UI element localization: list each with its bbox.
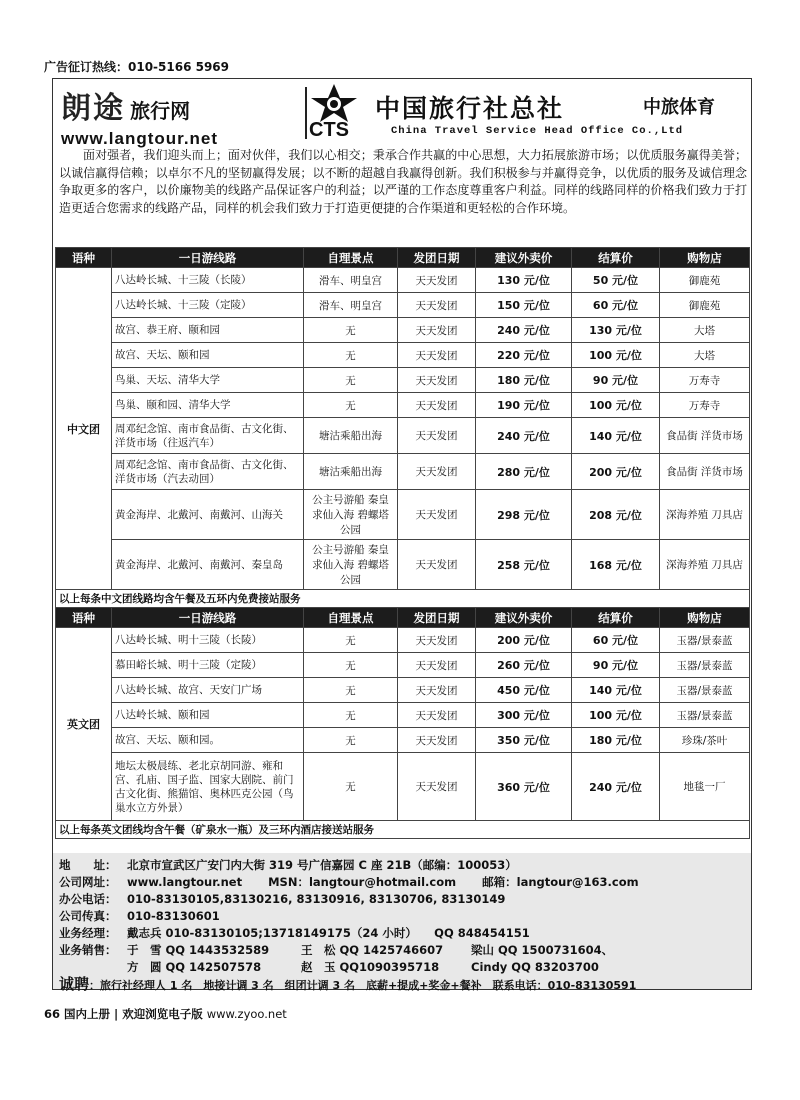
date-cell: 天天发团 bbox=[398, 753, 476, 821]
sales-label: 业务销售： bbox=[59, 943, 117, 957]
header-route: 一日游线路 bbox=[112, 248, 304, 268]
route-cell: 八达岭长城、十三陵（长陵） bbox=[112, 268, 304, 293]
route-cell: 鸟巢、天坛、清华大学 bbox=[112, 368, 304, 393]
date-cell: 天天发团 bbox=[398, 653, 476, 678]
settle-price-cell: 90 元/位 bbox=[572, 653, 660, 678]
sales-contact: 梁山 QQ 1500731604、 bbox=[471, 943, 614, 957]
header-date: 发团日期 bbox=[398, 608, 476, 628]
extra-cell: 无 bbox=[304, 653, 398, 678]
settle-price-cell: 140 元/位 bbox=[572, 678, 660, 703]
settle-price-cell: 60 元/位 bbox=[572, 293, 660, 318]
shop-cell: 玉器/景泰蓝 bbox=[660, 703, 750, 728]
header-extra: 自理景点 bbox=[304, 248, 398, 268]
header-shop: 购物店 bbox=[660, 608, 750, 628]
route-cell: 八达岭长城、颐和园 bbox=[112, 703, 304, 728]
table-row bbox=[56, 628, 750, 653]
sales-contact: Cindy QQ 83203700 bbox=[471, 960, 599, 974]
phone-line bbox=[59, 891, 745, 908]
ad-frame bbox=[52, 78, 752, 993]
retail-price-cell: 150 元/位 bbox=[476, 293, 572, 318]
retail-price-cell: 180 元/位 bbox=[476, 368, 572, 393]
chinese-note: 以上每条中文团线路均含午餐及五环内免费接站服务 bbox=[56, 590, 750, 608]
settle-price-cell: 240 元/位 bbox=[572, 753, 660, 821]
header-route: 一日游线路 bbox=[112, 608, 304, 628]
recruit-text: ：旅行社经理人 1 名 地接计调 3 名 组团计调 3 名 底薪+提成+奖金+餐补 联系电话：010-83130591 bbox=[89, 979, 637, 992]
shop-cell: 深海养殖 刀具店 bbox=[660, 490, 750, 540]
route-cell: 周邓纪念馆、南市食品街、古文化街、洋货市场（汽去动回） bbox=[112, 454, 304, 490]
settle-price-cell: 168 元/位 bbox=[572, 540, 660, 590]
sales-line-2 bbox=[59, 959, 745, 976]
intro-paragraph: 面对强者，我们迎头而上；面对伙伴，我们以心相交；秉承合作共赢的中心思想，大力拓展旅游市场；以优质服务赢得美誉；以诚信赢得信赖；以卓尔不凡的坚韧赢得发展；以不断的超越自我赢得创新。我们积极参与并赢得竞争，以优质的服务及诚信理念争取更多的客户，以价廉物美的线路产品保证客户的利益；以严谨的工作态度尊重客户利益。同样的线路同样的价格我们致力于打造更适合您需求的线路产品，同样的机会我们致力于打造更便捷的合作渠道和更轻松的合作环境。 bbox=[59, 148, 747, 215]
sales-contact: 于 雪 QQ 1443532589 bbox=[127, 943, 270, 957]
header-extra: 自理景点 bbox=[304, 608, 398, 628]
retail-price-cell: 450 元/位 bbox=[476, 678, 572, 703]
retail-price-cell: 240 元/位 bbox=[476, 318, 572, 343]
cts-chinese-name: 中国旅行社总社 bbox=[375, 94, 565, 123]
table-row bbox=[56, 728, 750, 753]
table-row bbox=[56, 678, 750, 703]
header-language: 语种 bbox=[56, 608, 112, 628]
manager-value: 戴志兵 010-83130105;13718149175（24 小时） QQ 848454151 bbox=[127, 926, 530, 940]
manager-line bbox=[59, 925, 745, 942]
header-retail: 建议外卖价 bbox=[476, 248, 572, 268]
route-cell: 故宫、恭王府、颐和园 bbox=[112, 318, 304, 343]
route-cell: 黄金海岸、北戴河、南戴河、山海关 bbox=[112, 490, 304, 540]
logo-cn-big: 朗途 bbox=[61, 91, 125, 126]
header-settle: 结算价 bbox=[572, 248, 660, 268]
settle-price-cell: 130 元/位 bbox=[572, 318, 660, 343]
route-cell: 黄金海岸、北戴河、南戴河、秦皇岛 bbox=[112, 540, 304, 590]
settle-price-cell: 200 元/位 bbox=[572, 454, 660, 490]
site-label: 公司网址： bbox=[59, 875, 117, 889]
settle-price-cell: 140 元/位 bbox=[572, 418, 660, 454]
sales-contact: 赵 玉 QQ1090395718 bbox=[301, 960, 440, 974]
table-row bbox=[56, 540, 750, 590]
extra-cell: 无 bbox=[304, 628, 398, 653]
footer-page-label: 66 国内上册 | 欢迎浏览电子版 bbox=[44, 1007, 203, 1021]
date-cell: 天天发团 bbox=[398, 268, 476, 293]
table-row bbox=[56, 368, 750, 393]
chinese-tours-table bbox=[55, 247, 750, 608]
settle-price-cell: 50 元/位 bbox=[572, 268, 660, 293]
table-row bbox=[56, 418, 750, 454]
settle-price-cell: 90 元/位 bbox=[572, 368, 660, 393]
settle-price-cell: 180 元/位 bbox=[572, 728, 660, 753]
table-row bbox=[56, 454, 750, 490]
logo-url: www.langtour.net bbox=[61, 129, 219, 148]
english-note: 以上每条英文团线均含午餐（矿泉水一瓶）及三环内酒店接送站服务 bbox=[56, 821, 750, 839]
langtour-logo bbox=[61, 83, 301, 148]
retail-price-cell: 200 元/位 bbox=[476, 628, 572, 653]
shop-cell: 玉器/景泰蓝 bbox=[660, 678, 750, 703]
shop-cell: 万寿寺 bbox=[660, 393, 750, 418]
settle-price-cell: 100 元/位 bbox=[572, 393, 660, 418]
mail-value[interactable]: langtour@163.com bbox=[516, 875, 639, 889]
table-note-row bbox=[56, 590, 750, 608]
date-cell: 天天发团 bbox=[398, 343, 476, 368]
settle-price-cell: 100 元/位 bbox=[572, 703, 660, 728]
extra-cell: 公主号游船 秦皇求仙入海 碧螺塔公园 bbox=[304, 540, 398, 590]
phone-label: 办公电话： bbox=[59, 892, 117, 906]
table-row bbox=[56, 490, 750, 540]
date-cell: 天天发团 bbox=[398, 368, 476, 393]
table-row bbox=[56, 343, 750, 368]
banner-divider bbox=[305, 87, 307, 139]
table-row bbox=[56, 753, 750, 821]
retail-price-cell: 300 元/位 bbox=[476, 703, 572, 728]
route-cell: 故宫、天坛、颐和园。 bbox=[112, 728, 304, 753]
phone-value: 010-83130105,83130216, 83130916, 83130706, 83130149 bbox=[127, 892, 506, 906]
extra-cell: 塘沽乘船出海 bbox=[304, 454, 398, 490]
shop-cell: 御鹿苑 bbox=[660, 293, 750, 318]
header-date: 发团日期 bbox=[398, 248, 476, 268]
fax-label: 公司传真： bbox=[59, 909, 117, 923]
extra-cell: 滑车、明皇宫 bbox=[304, 293, 398, 318]
date-cell: 天天发团 bbox=[398, 728, 476, 753]
retail-price-cell: 258 元/位 bbox=[476, 540, 572, 590]
header-retail: 建议外卖价 bbox=[476, 608, 572, 628]
recruit-line bbox=[59, 976, 745, 994]
retail-price-cell: 350 元/位 bbox=[476, 728, 572, 753]
extra-cell: 无 bbox=[304, 368, 398, 393]
date-cell: 天天发团 bbox=[398, 454, 476, 490]
table-row bbox=[56, 318, 750, 343]
table-row bbox=[56, 293, 750, 318]
fax-value: 010-83130601 bbox=[127, 909, 220, 923]
msn-label: MSN： bbox=[268, 875, 309, 889]
banner bbox=[53, 79, 751, 148]
route-cell: 周邓纪念馆、南市食品街、古文化街、洋货市场（往返汽车） bbox=[112, 418, 304, 454]
cts-english-name: China Travel Service Head Office Co.,Ltd bbox=[391, 125, 684, 137]
header-settle: 结算价 bbox=[572, 608, 660, 628]
address-value: 北京市宣武区广安门内大街 319 号广信嘉园 C 座 21B（邮编：100053） bbox=[127, 858, 517, 872]
shop-cell: 玉器/景泰蓝 bbox=[660, 628, 750, 653]
date-cell: 天天发团 bbox=[398, 393, 476, 418]
table-row bbox=[56, 268, 750, 293]
msn-value[interactable]: langtour@hotmail.com bbox=[308, 875, 457, 889]
retail-price-cell: 130 元/位 bbox=[476, 268, 572, 293]
shop-cell: 食品街 洋货市场 bbox=[660, 454, 750, 490]
english-tours-table bbox=[55, 607, 750, 839]
route-cell: 故宫、天坛、颐和园 bbox=[112, 343, 304, 368]
table-row bbox=[56, 653, 750, 678]
cts-sports-name: 中旅体育 bbox=[643, 97, 715, 118]
extra-cell: 无 bbox=[304, 318, 398, 343]
extra-cell: 无 bbox=[304, 753, 398, 821]
shop-cell: 珍珠/茶叶 bbox=[660, 728, 750, 753]
table-note-row bbox=[56, 821, 750, 839]
route-cell: 地坛太极晨练、老北京胡同游、雍和宫、孔庙、国子监、国家大剧院、前门古文化街、熊猫馆、奥林匹克公园（鸟巢水立方外景） bbox=[112, 753, 304, 821]
table-header-row bbox=[56, 248, 750, 268]
date-cell: 天天发团 bbox=[398, 318, 476, 343]
settle-price-cell: 60 元/位 bbox=[572, 628, 660, 653]
address-label: 地 址： bbox=[59, 858, 117, 872]
shop-cell: 地毯一厂 bbox=[660, 753, 750, 821]
footer-url[interactable]: www.zyoo.net bbox=[206, 1007, 287, 1021]
shop-cell: 大塔 bbox=[660, 318, 750, 343]
cts-mark: CTS bbox=[309, 119, 349, 141]
extra-cell: 无 bbox=[304, 703, 398, 728]
fax-line bbox=[59, 908, 745, 925]
retail-price-cell: 260 元/位 bbox=[476, 653, 572, 678]
extra-cell: 公主号游船 秦皇求仙入海 碧螺塔公园 bbox=[304, 490, 398, 540]
sales-contact: 王 松 QQ 1425746607 bbox=[301, 943, 444, 957]
retail-price-cell: 360 元/位 bbox=[476, 753, 572, 821]
shop-cell: 食品街 洋货市场 bbox=[660, 418, 750, 454]
date-cell: 天天发团 bbox=[398, 678, 476, 703]
header-language: 语种 bbox=[56, 248, 112, 268]
contact-block bbox=[53, 853, 751, 993]
extra-cell: 滑车、明皇宫 bbox=[304, 268, 398, 293]
route-cell: 八达岭长城、故宫、天安门广场 bbox=[112, 678, 304, 703]
address-line bbox=[59, 857, 745, 874]
extra-cell: 无 bbox=[304, 728, 398, 753]
ad-hotline: 广告征订热线：010-5166 5969 bbox=[44, 60, 230, 74]
retail-price-cell: 240 元/位 bbox=[476, 418, 572, 454]
table-header-row bbox=[56, 608, 750, 628]
route-cell: 鸟巢、颐和园、清华大学 bbox=[112, 393, 304, 418]
settle-price-cell: 208 元/位 bbox=[572, 490, 660, 540]
sales-line-1 bbox=[59, 942, 745, 959]
shop-cell: 深海养殖 刀具店 bbox=[660, 540, 750, 590]
shop-cell: 玉器/景泰蓝 bbox=[660, 653, 750, 678]
retail-price-cell: 190 元/位 bbox=[476, 393, 572, 418]
table-row bbox=[56, 703, 750, 728]
date-cell: 天天发团 bbox=[398, 490, 476, 540]
extra-cell: 无 bbox=[304, 393, 398, 418]
date-cell: 天天发团 bbox=[398, 540, 476, 590]
date-cell: 天天发团 bbox=[398, 703, 476, 728]
header-shop: 购物店 bbox=[660, 248, 750, 268]
shop-cell: 御鹿苑 bbox=[660, 268, 750, 293]
manager-label: 业务经理： bbox=[59, 926, 117, 940]
shop-cell: 大塔 bbox=[660, 343, 750, 368]
table-row bbox=[56, 393, 750, 418]
retail-price-cell: 280 元/位 bbox=[476, 454, 572, 490]
site-link[interactable]: www.langtour.net bbox=[127, 875, 243, 889]
date-cell: 天天发团 bbox=[398, 628, 476, 653]
route-cell: 八达岭长城、十三陵（定陵） bbox=[112, 293, 304, 318]
language-cell: 英文团 bbox=[56, 628, 112, 821]
extra-cell: 塘沽乘船出海 bbox=[304, 418, 398, 454]
logo-cn-small: 旅行网 bbox=[130, 99, 191, 123]
recruit-title: 诚聘 bbox=[59, 975, 90, 993]
date-cell: 天天发团 bbox=[398, 293, 476, 318]
shop-cell: 万寿寺 bbox=[660, 368, 750, 393]
mail-label: 邮箱： bbox=[482, 875, 517, 889]
website-line bbox=[59, 874, 745, 891]
retail-price-cell: 220 元/位 bbox=[476, 343, 572, 368]
language-cell: 中文团 bbox=[56, 268, 112, 590]
sales-contact: 方 圆 QQ 142507578 bbox=[127, 960, 262, 974]
cts-star-icon bbox=[309, 83, 359, 123]
route-cell: 八达岭长城、明十三陵（长陵） bbox=[112, 628, 304, 653]
route-cell: 慕田峪长城、明十三陵（定陵） bbox=[112, 653, 304, 678]
page-footer bbox=[44, 1006, 287, 1022]
extra-cell: 无 bbox=[304, 343, 398, 368]
date-cell: 天天发团 bbox=[398, 418, 476, 454]
retail-price-cell: 298 元/位 bbox=[476, 490, 572, 540]
settle-price-cell: 100 元/位 bbox=[572, 343, 660, 368]
extra-cell: 无 bbox=[304, 678, 398, 703]
